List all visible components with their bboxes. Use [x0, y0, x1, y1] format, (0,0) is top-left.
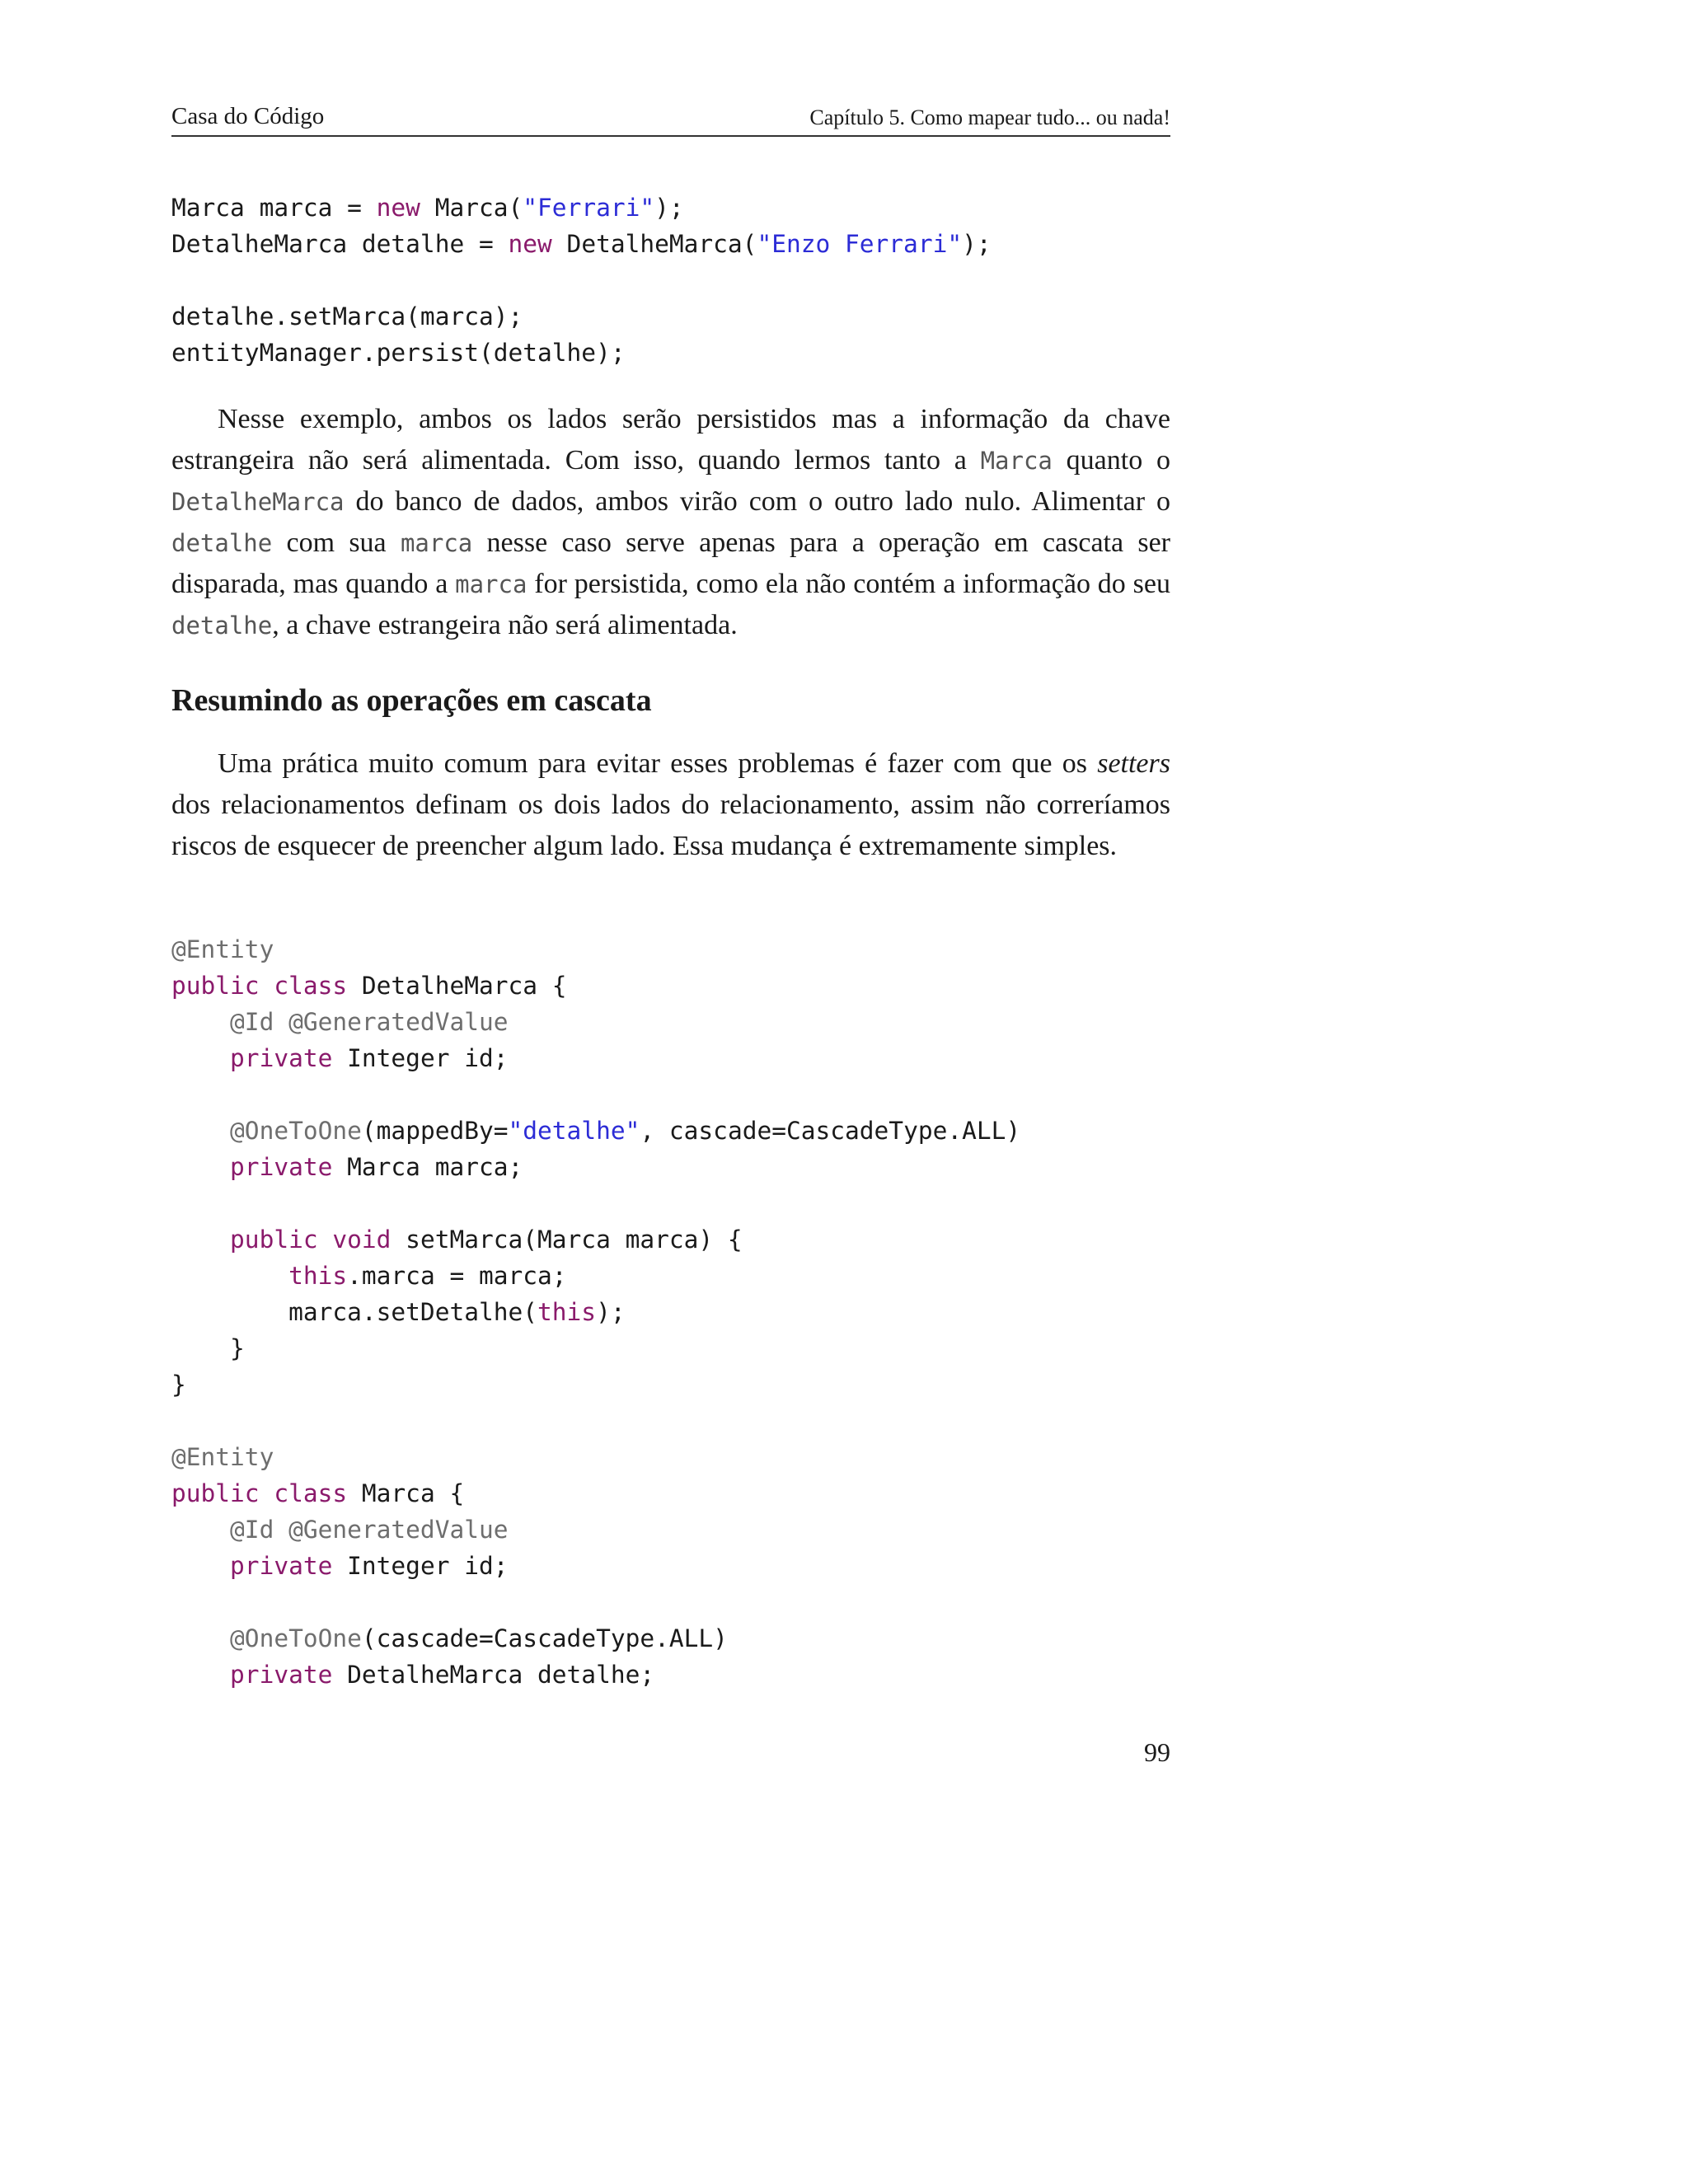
code-token: [171, 1226, 230, 1254]
code-line: [171, 1113, 1170, 1149]
code-token: [171, 1516, 230, 1544]
paragraph-setters: [171, 743, 1170, 867]
code-token: Marca(: [420, 194, 523, 222]
code-block-entities: [171, 931, 1170, 1693]
code-token: @Id @GeneratedValue: [230, 1008, 509, 1036]
code-token: Integer id;: [332, 1552, 509, 1580]
running-header: [171, 97, 1170, 137]
inline-emphasis: Marca: [980, 447, 1053, 475]
paragraph-explanation: [171, 399, 1170, 646]
code-line: [171, 1185, 1170, 1221]
code-token: [171, 1661, 230, 1689]
header-chapter-title: Capítulo 5. Como mapear tudo... ou nada!: [809, 105, 1170, 129]
code-token: @Id @GeneratedValue: [230, 1516, 509, 1544]
inline-emphasis: DetalheMarca: [171, 488, 345, 516]
code-line: [171, 1366, 1170, 1403]
code-token: new: [508, 230, 552, 258]
code-token: }: [171, 1371, 186, 1399]
inline-emphasis: detalhe: [171, 529, 273, 557]
code-line: [171, 1439, 1170, 1475]
code-token: private: [230, 1044, 333, 1072]
text-run: for persistida, como ela não contém a informação do seu: [527, 569, 1170, 599]
code-token: [171, 1008, 230, 1036]
code-line: [171, 1076, 1170, 1113]
code-token: "Enzo Ferrari": [757, 230, 963, 258]
code-token: (mappedBy=: [361, 1117, 509, 1145]
code-line: [171, 1657, 1170, 1693]
code-token: private: [230, 1661, 333, 1689]
code-line: [171, 262, 1170, 298]
text-run: dos relacionamentos definam os dois lados do relacionamento, assim não correríamos riscos de esquecer de preencher algum lado. Essa mudança é extremamente simples.: [171, 790, 1170, 861]
code-token: Integer id;: [332, 1044, 509, 1072]
code-token: );: [596, 1298, 626, 1326]
book-page: [171, 0, 1170, 2184]
code-token: setMarca(Marca marca) {: [391, 1226, 743, 1254]
code-token: detalhe.setMarca(marca);: [171, 302, 523, 330]
code-line: [171, 1221, 1170, 1258]
code-line: [171, 1584, 1170, 1620]
code-line: [171, 1548, 1170, 1584]
page-number: 99: [1144, 1737, 1170, 1767]
code-token: this: [288, 1262, 348, 1290]
code-line: [171, 1620, 1170, 1657]
code-token: );: [654, 194, 684, 222]
code-token: DetalheMarca(: [551, 230, 757, 258]
code-token: [171, 1153, 230, 1181]
code-token: @Entity: [171, 935, 274, 963]
text-run: Nesse exemplo, ambos os lados serão persistidos mas a informação da chave estrangeira não será alimentada. Com isso, quando lermos tanto a: [171, 404, 1170, 476]
code-token: "Ferrari": [523, 194, 655, 222]
header-book-title: Casa do Código: [171, 103, 325, 129]
code-token: [171, 1117, 230, 1145]
code-token: "detalhe": [508, 1117, 640, 1145]
code-line: [171, 226, 1170, 262]
code-token: , cascade=CascadeType.ALL): [640, 1117, 1021, 1145]
text-run: com sua: [272, 527, 401, 558]
code-token: private: [230, 1153, 333, 1181]
code-token: private: [230, 1552, 333, 1580]
text-run: quanto o: [1052, 445, 1170, 476]
code-line: [171, 1403, 1170, 1439]
code-token: [171, 1552, 230, 1580]
code-token: @OneToOne: [230, 1117, 362, 1145]
code-token: entityManager.persist(detalhe);: [171, 339, 626, 367]
text-run: , a chave estrangeira não será alimentada.: [272, 610, 738, 640]
code-token: Marca {: [347, 1479, 465, 1507]
inline-emphasis: setters: [1097, 748, 1170, 779]
code-line: [171, 1475, 1170, 1511]
code-token: [171, 1624, 230, 1652]
code-token: DetalheMarca detalhe;: [332, 1661, 655, 1689]
code-line: [171, 931, 1170, 968]
code-token: @OneToOne: [230, 1624, 362, 1652]
text-run: Uma prática muito comum para evitar esses problemas é fazer com que os: [218, 748, 1098, 779]
code-line: [171, 968, 1170, 1004]
inline-emphasis: marca: [400, 529, 473, 557]
code-token: );: [962, 230, 992, 258]
code-token: .marca = marca;: [347, 1262, 567, 1290]
code-line: [171, 335, 1170, 371]
code-line: [171, 1511, 1170, 1548]
code-token: }: [171, 1334, 245, 1362]
code-line: [171, 190, 1170, 226]
section-title: Resumindo as operações em cascata: [171, 683, 652, 718]
code-token: [171, 1044, 230, 1072]
code-token: (cascade=CascadeType.ALL): [361, 1624, 728, 1652]
code-token: Marca marca =: [171, 194, 377, 222]
code-line: [171, 1294, 1170, 1330]
code-line: [171, 1004, 1170, 1040]
inline-emphasis: detalhe: [171, 612, 273, 640]
code-token: public class: [171, 972, 348, 1000]
code-token: DetalheMarca detalhe =: [171, 230, 509, 258]
code-token: public class: [171, 1479, 348, 1507]
text-run: do banco de dados, ambos virão com o outro lado nulo. Alimentar o: [344, 486, 1170, 517]
code-token: Marca marca;: [332, 1153, 523, 1181]
code-token: marca.setDetalhe(: [171, 1298, 538, 1326]
code-line: [171, 298, 1170, 335]
code-block-persist: [171, 190, 1170, 371]
code-line: [171, 1040, 1170, 1076]
code-token: this: [537, 1298, 597, 1326]
code-token: public void: [230, 1226, 392, 1254]
code-line: [171, 1149, 1170, 1185]
code-token: [171, 1262, 288, 1290]
code-token: DetalheMarca {: [347, 972, 567, 1000]
code-token: new: [376, 194, 420, 222]
text-run: nesse caso serve apenas para a operação em cascata ser disparada, mas quando a: [171, 527, 1171, 599]
code-token: @Entity: [171, 1443, 274, 1471]
code-line: [171, 1258, 1170, 1294]
inline-emphasis: marca: [455, 570, 528, 598]
code-line: [171, 1330, 1170, 1366]
